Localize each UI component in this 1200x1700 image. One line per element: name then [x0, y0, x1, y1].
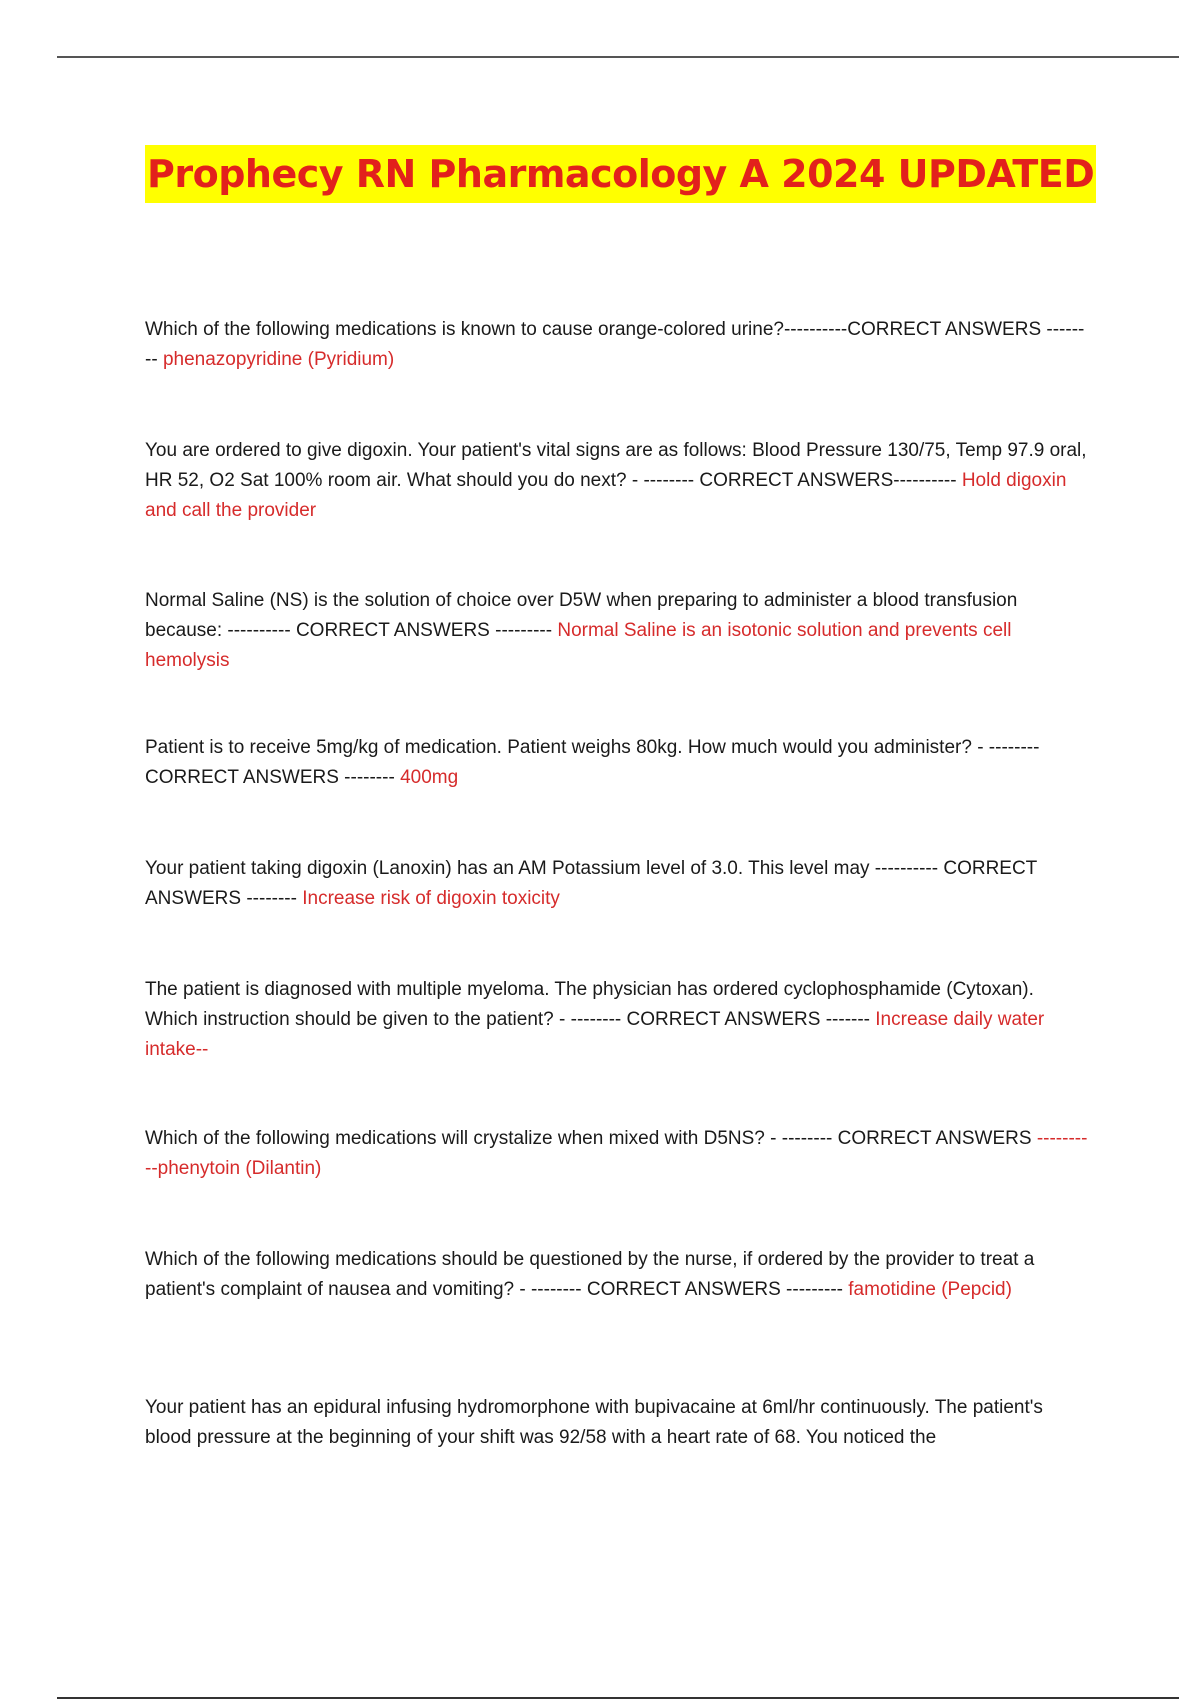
question-text: Your patient taking digoxin (Lanoxin) has an AM Potassium level of 3.0. This level may ---------- CORRECT ANSWERS --------	[145, 858, 1037, 909]
qa-item-5	[145, 854, 1090, 914]
question-text: Your patient has an epidural infusing hydromorphone with bupivacaine at 6ml/hr continuously. The patient's blood pressure at the beginning of your shift was 92/58 with a heart rate of 68. You noticed the	[145, 1397, 1043, 1448]
answer-text: 400mg	[400, 767, 459, 788]
top-divider	[57, 56, 1179, 58]
answer-text: ----------phenytoin (Dilantin)	[145, 1128, 1088, 1179]
question-text: You are ordered to give digoxin. Your patient's vital signs are as follows: Blood Pressure 130/75, Temp 97.9 oral, HR 52, O2 Sat 100% room air. What should you do next? - -------- CORRECT ANSWERS----------	[145, 440, 1087, 491]
question-text: Normal Saline (NS) is the solution of choice over D5W when preparing to administer a blood transfusion because: ---------- CORRECT ANSWERS ---------	[145, 590, 1018, 641]
question-text: Patient is to receive 5mg/kg of medication. Patient weighs 80kg. How much would you administer? - -------- CORRECT ANSWERS --------	[145, 737, 1040, 788]
question-text: Which of the following medications should be questioned by the nurse, if ordered by the provider to treat a patient's complaint of nausea and vomiting? - -------- CORRECT ANSWERS ---------	[145, 1249, 1035, 1300]
title-block	[145, 145, 1096, 203]
answer-text: famotidine (Pepcid)	[848, 1279, 1012, 1300]
qa-item-3	[145, 586, 1090, 676]
answer-text: Increase risk of digoxin toxicity	[302, 888, 560, 909]
qa-item-1	[145, 315, 1090, 375]
document-title: Prophecy RN Pharmacology A 2024 UPDATED	[145, 145, 1096, 203]
qa-item-4	[145, 733, 1090, 793]
bottom-divider	[57, 1697, 1179, 1699]
answer-text: phenazopyridine (Pyridium)	[162, 349, 395, 370]
answer-text: Normal Saline is an isotonic solution and prevents cell hemolysis	[145, 620, 1012, 671]
qa-item-7	[145, 1124, 1090, 1184]
answer-text: Hold digoxin and call the provider	[145, 470, 1067, 521]
qa-item-9	[145, 1393, 1090, 1453]
qa-item-2	[145, 436, 1090, 526]
qa-item-6	[145, 975, 1090, 1065]
question-text: The patient is diagnosed with multiple myeloma. The physician has ordered cyclophosphamide (Cytoxan). Which instruction should be given to the patient? - -------- CORRECT ANSWERS -------	[145, 979, 1034, 1030]
answer-text: Increase daily water intake--	[145, 1009, 1045, 1060]
question-text: Which of the following medications is known to cause orange-colored urine?----------CORRECT ANSWERS --------	[145, 319, 1085, 370]
question-text: Which of the following medications will crystalize when mixed with D5NS? - -------- CORRECT ANSWERS	[145, 1128, 1032, 1149]
qa-item-8	[145, 1245, 1090, 1305]
